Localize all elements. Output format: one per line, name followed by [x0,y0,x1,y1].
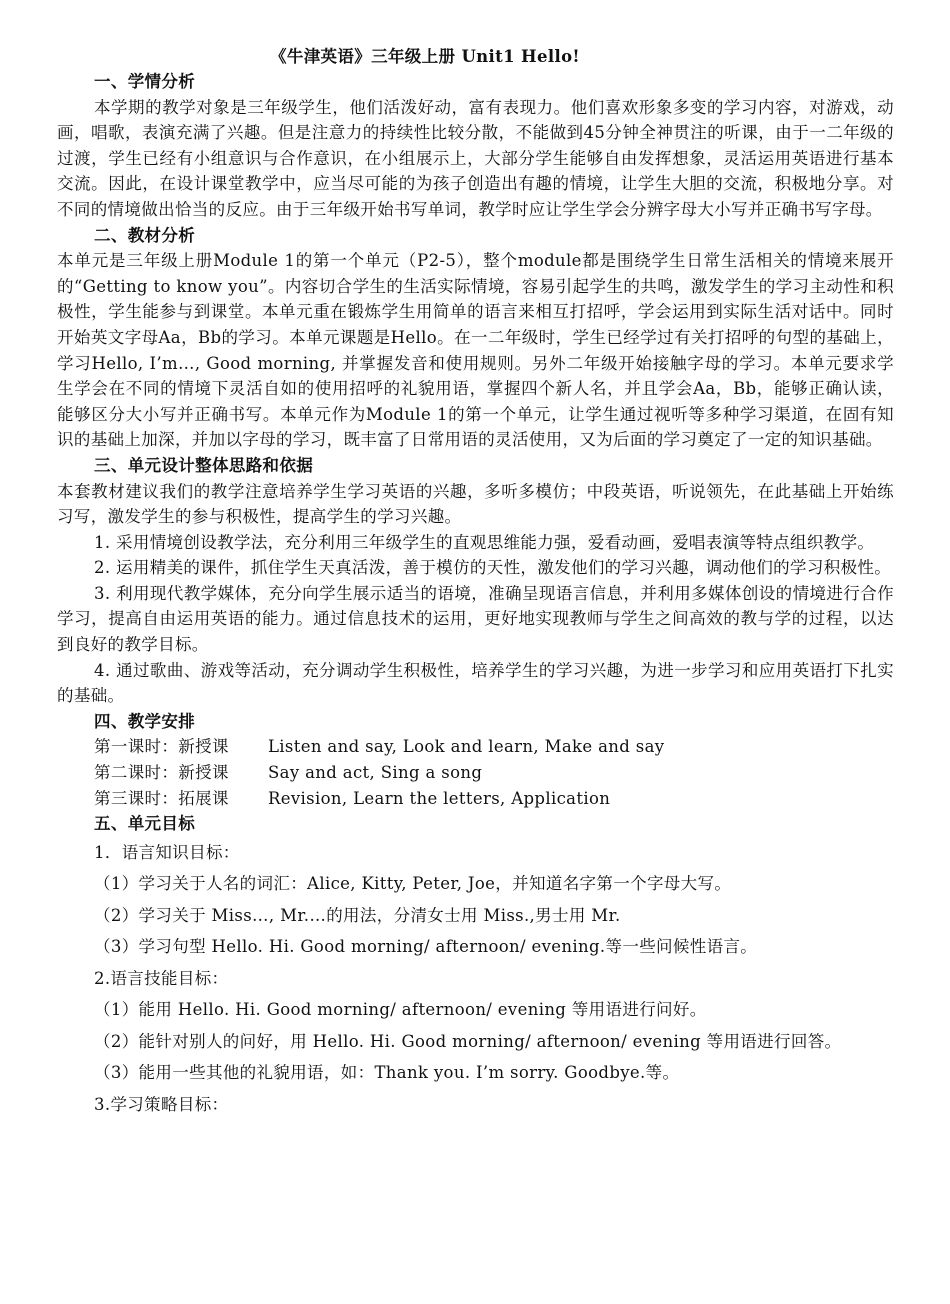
goal-line: 3.学习策略目标： [94,1094,229,1114]
goal-line: （3）学习句型 Hello. Hi. Good morning/ afternoon/ evening.等一些问候性语言。 [94,937,758,957]
goal-line: （1）学习关于人名的词汇：Alice, Kitty, Peter, Joe，并知道名字第一个字母大写。 [94,874,732,894]
section-3-item: 1. 采用情境创设教学法，充分利用三年级学生的直观思维能力强，爱看动画，爱唱表演等特点组织教学。 [94,532,875,552]
section-heading-2: 二、教材分析 [94,225,196,245]
schedule-label: 第三课时：拓展课 [94,788,229,808]
section-3-intro: 本套教材建议我们的教学注意培养学生学习英语的兴趣，多听多模仿；中段英语，听说领先，在此基础上开始练习写，激发学生的参与积极性，提高学生的学习兴趣。 [57,481,894,527]
goal-line: （3）能用一些其他的礼貌用语，如：Thank you. I’m sorry. Goodbye.等。 [94,1063,680,1083]
section-3-item: 4. 通过歌曲、游戏等活动，充分调动学生积极性，培养学生的学习兴趣，为进一步学习和应用英语打下扎实的基础。 [57,660,894,706]
document-title: 《牛津英语》三年级上册 Unit1 Hello! [270,47,581,66]
schedule-row [57,734,894,760]
section-heading-5: 五、单元目标 [94,814,196,834]
goal-line: （2）学习关于 Miss…, Mr.…的用法，分清女士用 Miss.,男士用 Mr. [94,905,621,925]
section-heading-4: 四、教学安排 [94,711,196,731]
schedule-row [57,760,894,786]
goal-line: （1）能用 Hello. Hi. Good morning/ afternoon/ evening 等用语进行问好。 [94,1000,707,1020]
section-heading-3: 三、单元设计整体思路和依据 [94,455,314,475]
section-1-body: 本学期的教学对象是三年级学生，他们活泼好动，富有表现力。他们喜欢形象多变的学习内容，对游戏，动画，唱歌，表演充满了兴趣。但是注意力的持续性比较分散，不能做到45分钟全神贯注的听课，由于一二年级的过渡，学生已经有小组意识与合作意识，在小组展示上，大部分学生能够自由发挥想象，灵活运用英语进行基本交流。因此，在设计课堂教学中，应当尽可能的为孩子创造出有趣的情境，让学生大胆的交流，积极地分享。对不同的情境做出恰当的反应。由于三年级开始书写单词，教学时应让学生学会分辨字母大小写并正确书写字母。 [57,97,894,219]
goal-line: 2.语言技能目标： [94,968,229,988]
section-2-body: 本单元是三年级上册Module 1的第一个单元（P2-5），整个module都是围绕学生日常生活相关的情境来展开的“Getting to know you”。内容切合学生的生活实际情境，容易引起学生的共鸣，激发学生的学习主动性和积极性，学生能参与到课堂。本单元重在锻炼学生用简单的语言来相互打招呼，学会运用到实际生活对话中。同时开始英文字母Aa，Bb的学习。本单元课题是Hello。在一二年级时，学生已经学过有关打招呼的句型的基础上，学习Hello, I’m…, Good morning, 并掌握发音和使用规则。另外二年级开始接触字母的学习。本单元要求学生学会在不同的情境下灵活自如的使用招呼的礼貌用语，掌握四个新人名，并且学会Aa，Bb，能够正确认读，能够区分大小写并正确书写。本单元作为Module 1的第一个单元，让学生通过视听等多种学习渠道，在固有知识的基础上加深，并加以字母的学习，既丰富了日常用语的灵活使用，又为后面的学习奠定了一定的知识基础。 [57,251,894,450]
goal-line: 1．语言知识目标： [94,842,240,862]
schedule-label: 第一课时：新授课 [94,737,229,757]
schedule-row [57,786,894,812]
schedule-content: Listen and say, Look and learn, Make and say [268,737,665,757]
goal-line: （2）能针对别人的问好，用 Hello. Hi. Good morning/ afternoon/ evening 等用语进行回答。 [94,1031,842,1051]
section-heading-1: 一、学情分析 [94,72,196,91]
section-3-item: 2. 运用精美的课件，抓住学生天真活泼，善于模仿的天性，激发他们的学习兴趣，调动他们的学习积极性。 [94,558,892,578]
schedule-content: Say and act, Sing a song [268,763,483,783]
section-3-item: 3. 利用现代教学媒体，充分向学生展示适当的语境，准确呈现语言信息，并利用多媒体创设的情境进行合作学习，提高自由运用英语的能力。通过信息技术的运用，更好地实现教师与学生之间高效的教与学的过程，以达到良好的教学目标。 [57,583,894,655]
schedule-label: 第二课时：新授课 [94,763,229,783]
schedule-content: Revision, Learn the letters, Application [268,788,611,808]
